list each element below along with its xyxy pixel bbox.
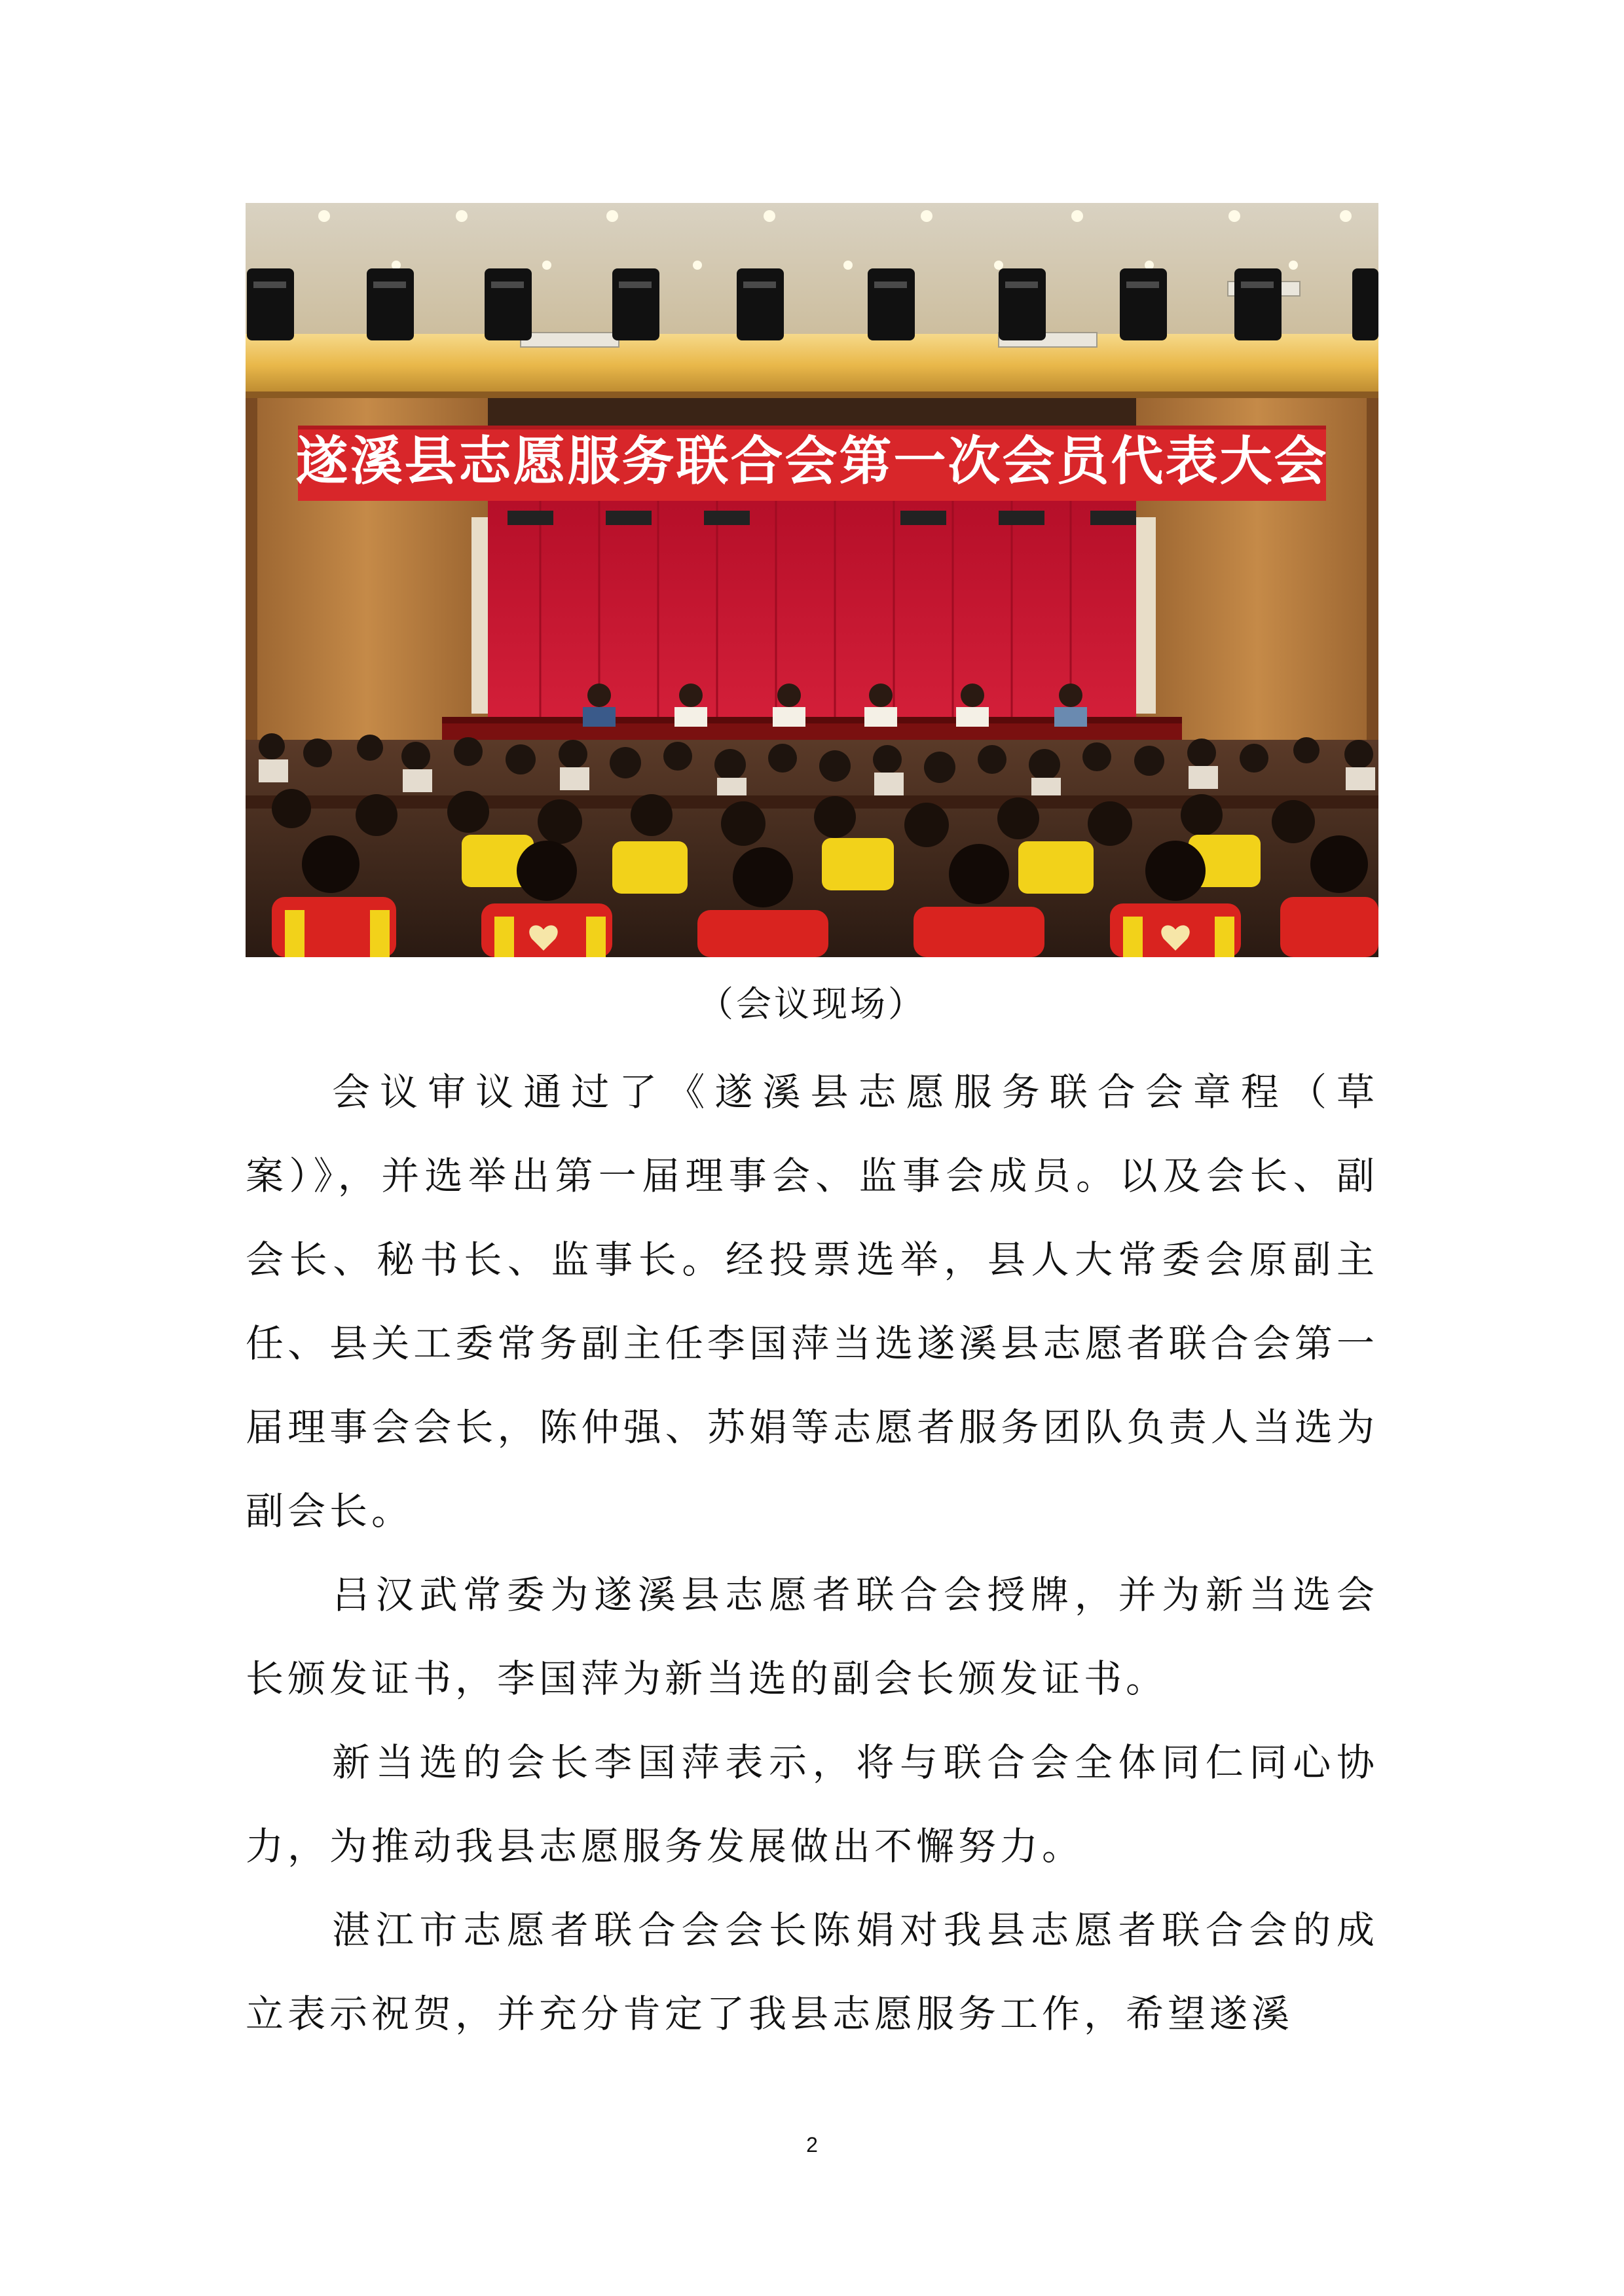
paragraph-3: 新当选的会长李国萍表示，将与联合会全体同仁同心协力，为推动我县志愿服务发展做出不懈努力。 [246,1740,1378,1868]
conference-photo [246,203,1378,957]
paragraph-4: 湛江市志愿者联合会会长陈娟对我县志愿者联合会的成立表示祝贺，并充分肯定了我县志愿服务工作，希望遂溪 [246,1908,1378,2036]
banner-text: 遂溪县志愿服务联合会第一次会员代表大会 [295,430,1329,492]
paragraph-1: 会议审议通过了《遂溪县志愿服务联合会章程（草案）》，并选举出第一届理事会、监事会成员。以及会长、副会长、秘书长、监事长。经投票选举，县人大常委会原副主任、县关工委常务副主任李国萍当选遂溪县志愿者联合会第一届理事会会长，陈仲强、苏娟等志愿者服务团队负责人当选为副会长。 [246,1070,1378,1533]
page-number: 2 [806,2133,818,2157]
article-body [246,1050,1378,2056]
paragraph-2: 吕汉武常委为遂溪县志愿者联合会授牌，并为新当选会长颁发证书，李国萍为新当选的副会长颁发证书。 [246,1573,1378,1701]
conference-photo-illustration [246,203,1378,957]
photo-caption: （会议现场） [698,983,926,1025]
